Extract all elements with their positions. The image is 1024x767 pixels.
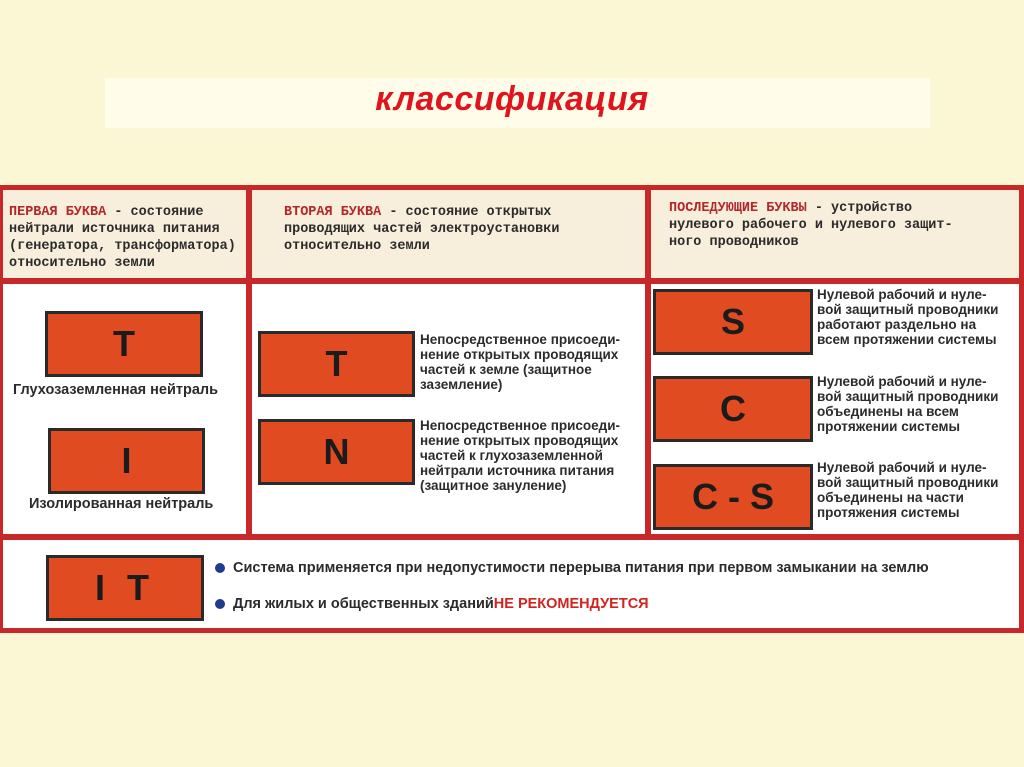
header-subsequent-title: ПОСЛЕДУЮЩИЕ БУКВЫ <box>669 201 807 216</box>
description-protective-grounding: Непосредственное присоеди- нение открытых проводящих частей к земле (защитное заземление) <box>420 332 621 392</box>
header-subsequent-letters: ПОСЛЕДУЮЩИЕ БУКВЫ - устройство нулевого рабочего и нулевого защит- ного проводников <box>651 190 1019 278</box>
it-bullet-usage: Система применяется при недопустимости перерыва питания при первом замыкании на землю <box>215 560 929 576</box>
header-second-title: ВТОРАЯ БУКВА <box>284 205 382 220</box>
header-first-title: ПЕРВАЯ БУКВА <box>9 205 107 220</box>
page-title: классификация <box>375 80 649 118</box>
letter-box-i-neutral: I <box>48 428 205 494</box>
letter-box-t-neutral: T <box>45 311 203 377</box>
not-recommended-label: НЕ РЕКОМЕНДУЕТСЯ <box>493 596 649 612</box>
letter-box-n-neutralling: N <box>258 419 415 485</box>
it-bullet-not-recommended: Для жилых и общественных зданий НЕ РЕКОМЕНДУЕТСЯ <box>215 596 649 612</box>
description-combined-conductors: Нулевой рабочий и нуле- вой защитный проводники объединены на всем протяжении системы <box>817 374 999 434</box>
header-first-letter: ПЕРВАЯ БУКВА - состояние нейтрали источника питания (генератора, трансформатора) относительно земли <box>3 190 246 278</box>
letter-box-c-s: C - S <box>653 464 813 530</box>
description-protective-neutralling: Непосредственное присоеди- нение открытых проводящих частей к глухозаземленной нейтрали источника питания (защитное зануление) <box>420 418 621 493</box>
first-letter-column <box>3 284 246 534</box>
letter-box-s: S <box>653 289 813 355</box>
bullet-icon <box>215 563 225 573</box>
letter-box-it: I T <box>46 555 204 621</box>
letter-box-c: C <box>653 376 813 442</box>
description-partially-combined-conductors: Нулевой рабочий и нуле- вой защитный проводники объединены на части протяжения системы <box>817 460 999 520</box>
classification-table <box>0 185 1024 633</box>
it-system-row <box>3 540 1019 628</box>
letter-box-t-grounding: T <box>258 331 415 397</box>
caption-grounded-neutral: Глухозаземленная нейтраль <box>13 382 219 398</box>
header-second-letter: ВТОРАЯ БУКВА - состояние открытых проводящих частей электроустановки относительно земли <box>252 190 645 278</box>
bullet-icon <box>215 599 225 609</box>
subsequent-letters-column <box>651 284 1019 534</box>
caption-isolated-neutral: Изолированная нейтраль <box>29 496 214 512</box>
description-separate-conductors: Нулевой рабочий и нуле- вой защитный проводники работают раздельно на всем протяжении системы <box>817 287 999 347</box>
second-letter-column <box>252 284 645 534</box>
